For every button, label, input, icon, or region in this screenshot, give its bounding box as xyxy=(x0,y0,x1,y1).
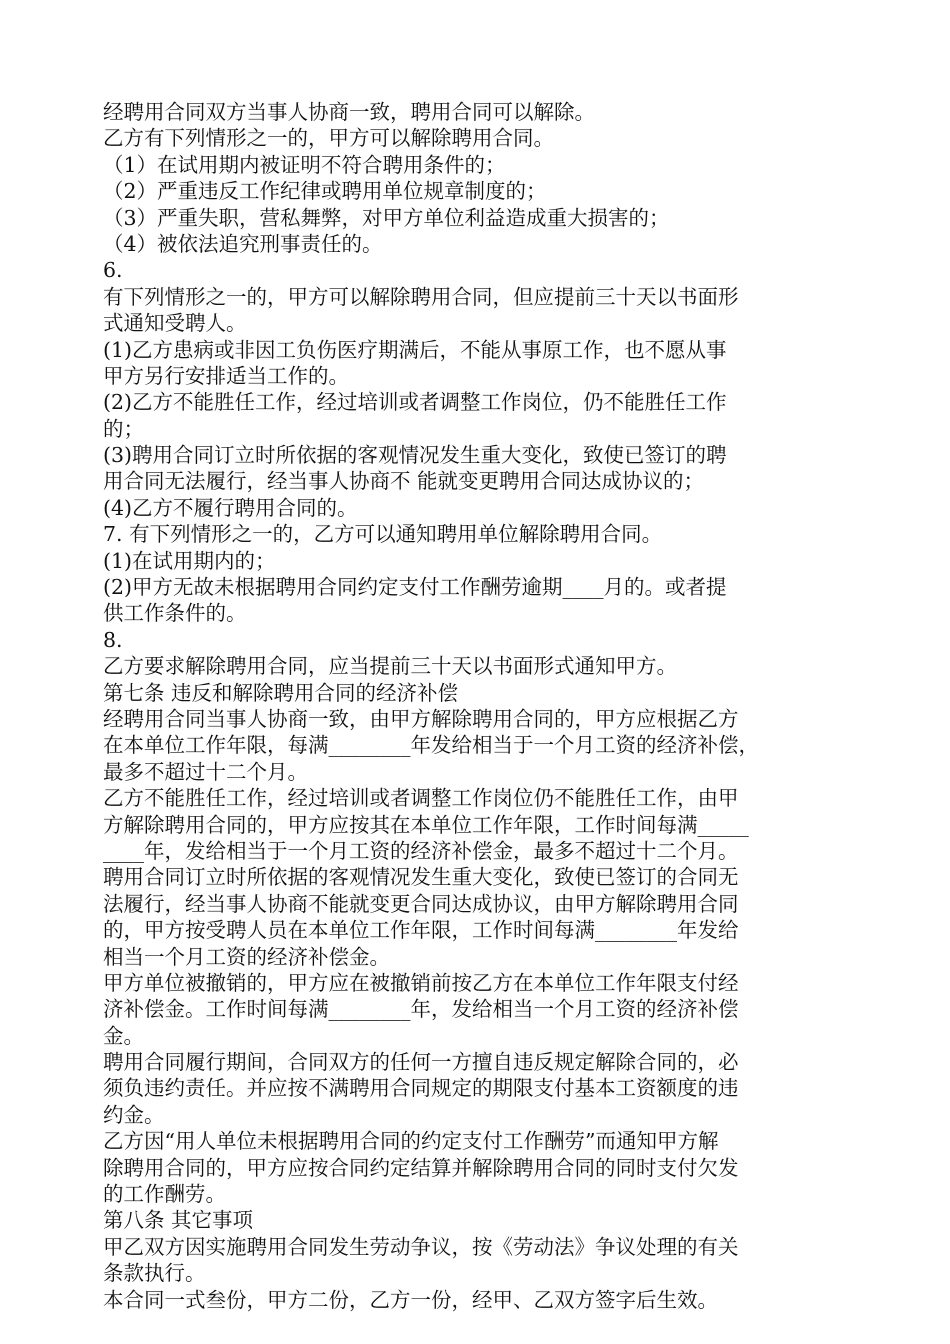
text-line: 条款执行。 xyxy=(103,1261,206,1286)
text-line: 金。 xyxy=(103,1023,144,1048)
text-line: 甲乙双方因实施聘用合同发生劳动争议，按《劳动法》争议处理的有关 xyxy=(103,1234,739,1259)
text-line: 有下列情形之一的，甲方可以解除聘用合同，但应提前三十天以书面形 xyxy=(103,284,739,309)
document-page xyxy=(103,99,863,1313)
text-line: 法履行，经当事人协商不能就变更合同达成协议，由甲方解除聘用合同 xyxy=(103,891,739,916)
text-line: 的； xyxy=(103,416,144,441)
list-item: （2）严重违反工作纪律或聘用单位规章制度的； xyxy=(103,179,547,204)
section-number: 8. xyxy=(103,627,123,652)
text-line: 乙方不能胜任工作，经过培训或者调整工作岗位仍不能胜任工作，由甲 xyxy=(103,786,739,811)
text-line: 用合同无法履行，经当事人协商不 能就变更聘用合同达成协议的； xyxy=(103,469,705,494)
text-line: 济补偿金。工作时间每满________年，发给相当一个月工资的经济补偿 xyxy=(103,997,739,1022)
text-line: 乙方要求解除聘用合同，应当提前三十天以书面形式通知甲方。 xyxy=(103,654,677,679)
text-line: 聘用合同履行期间，合同双方的任何一方擅自违反规定解除合同的，必 xyxy=(103,1050,739,1075)
text-line: 的，甲方按受聘人员在本单位工作年限，工作时间每满________年发给 xyxy=(103,918,739,943)
text-line: 经聘用合同双方当事人协商一致，聘用合同可以解除。 xyxy=(103,100,595,124)
section-number: 6. xyxy=(103,258,123,283)
text-line: 经聘用合同当事人协商一致，由甲方解除聘用合同的，甲方应根据乙方 xyxy=(103,706,739,731)
article-heading: 第七条 违反和解除聘用合同的经济补偿 xyxy=(103,680,459,705)
text-line: 最多不超过十二个月。 xyxy=(103,759,308,784)
text-line: 方解除聘用合同的，甲方应按其在本单位工作年限，工作时间每满_____ xyxy=(103,812,749,837)
text-line: 供工作条件的。 xyxy=(103,601,247,626)
list-item: （4）被依法追究刑事责任的。 xyxy=(103,231,383,256)
list-item: (1)在试用期内的； xyxy=(103,548,276,573)
text-line: 聘用合同订立时所依据的客观情况发生重大变化，致使已签订的合同无 xyxy=(103,865,739,890)
text-line: 须负违约责任。并应按不满聘用合同规定的期限支付基本工资额度的违 xyxy=(103,1076,739,1101)
text-line: 甲方另行安排适当工作的。 xyxy=(103,363,349,388)
text-line: 式通知受聘人。 xyxy=(103,311,247,336)
list-item: (2)甲方无故未根据聘用合同约定支付工作酬劳逾期____月的。或者提 xyxy=(103,575,727,600)
list-item: （3）严重失职，营私舞弊，对甲方单位利益造成重大损害的； xyxy=(103,205,670,230)
text-line: 除聘用合同的，甲方应按合同约定结算并解除聘用合同的同时支付欠发 xyxy=(103,1155,739,1180)
list-item: （1）在试用期内被证明不符合聘用条件的； xyxy=(103,152,506,177)
list-item: (1)乙方患病或非因工负伤医疗期满后，不能从事原工作，也不愿从事 xyxy=(103,337,727,362)
list-item: (3)聘用合同订立时所依据的客观情况发生重大变化，致使已签订的聘 xyxy=(103,443,727,468)
section-heading: 7. 有下列情形之一的，乙方可以通知聘用单位解除聘用合同。 xyxy=(103,522,663,547)
text-line: 相当一个月工资的经济补偿金。 xyxy=(103,944,390,969)
text-line: 的工作酬劳。 xyxy=(103,1182,226,1207)
text-line: ____年，发给相当于一个月工资的经济补偿金，最多不超过十二个月。 xyxy=(103,838,739,863)
article-heading: 第八条 其它事项 xyxy=(103,1208,254,1233)
text-line: 本合同一式叁份，甲方二份，乙方一份，经甲、乙双方签字后生效。 xyxy=(103,1287,718,1312)
text-line: 乙方因“用人单位未根据聘用合同的约定支付工作酬劳”而通知甲方解 xyxy=(103,1129,719,1154)
text-line: 在本单位工作年限，每满________年发给相当于一个月工资的经济补偿， xyxy=(103,733,759,758)
text-line: 约金。 xyxy=(103,1102,165,1127)
list-item: (2)乙方不能胜任工作，经过培训或者调整工作岗位，仍不能胜任工作 xyxy=(103,390,727,415)
text-line: 乙方有下列情形之一的，甲方可以解除聘用合同。 xyxy=(103,126,554,151)
list-item: (4)乙方不履行聘用合同的。 xyxy=(103,495,358,520)
text-line: 甲方单位被撤销的，甲方应在被撤销前按乙方在本单位工作年限支付经 xyxy=(103,970,739,995)
